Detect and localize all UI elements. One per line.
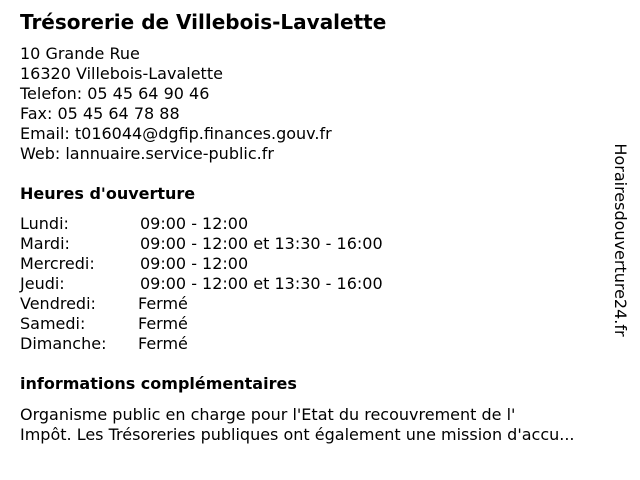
hours-time: 09:00 - 12:00 [140, 214, 249, 233]
info-line: Organisme public en charge pour l'Etat du recouvrement de l' [20, 405, 516, 424]
hours-day: Mercredi: [20, 254, 95, 273]
info-line: Impôt. Les Trésoreries publiques ont également une mission d'accu... [20, 425, 575, 444]
fax-number: Fax: 05 45 64 78 88 [20, 104, 180, 123]
hours-day: Vendredi: [20, 294, 96, 313]
page-title: Trésorerie de Villebois-Lavalette [20, 10, 387, 34]
hours-time: Fermé [138, 294, 188, 313]
hours-time: 09:00 - 12:00 et 13:30 - 16:00 [140, 234, 383, 253]
address-city: 16320 Villebois-Lavalette [20, 64, 223, 83]
hours-day: Lundi: [20, 214, 69, 233]
hours-heading: Heures d'ouverture [20, 184, 196, 203]
email-address: Email: t016044@dgfip.finances.gouv.fr [20, 124, 332, 143]
hours-time: 09:00 - 12:00 et 13:30 - 16:00 [140, 274, 383, 293]
hours-day: Dimanche: [20, 334, 107, 353]
phone-number: Telefon: 05 45 64 90 46 [20, 84, 210, 103]
info-heading: informations complémentaires [20, 374, 297, 393]
hours-day: Samedi: [20, 314, 86, 333]
hours-time: 09:00 - 12:00 [140, 254, 249, 273]
website-link: Web: lannuaire.service-public.fr [20, 144, 274, 163]
contact-block [20, 44, 332, 164]
watermark-text: Horairesdouverture24.fr [611, 143, 630, 337]
hours-time: Fermé [138, 314, 188, 333]
watermark-area [600, 120, 640, 360]
hours-time: Fermé [138, 334, 188, 353]
address-street: 10 Grande Rue [20, 44, 140, 63]
info-text [20, 405, 630, 445]
hours-day: Mardi: [20, 234, 70, 253]
hours-day: Jeudi: [20, 274, 65, 293]
